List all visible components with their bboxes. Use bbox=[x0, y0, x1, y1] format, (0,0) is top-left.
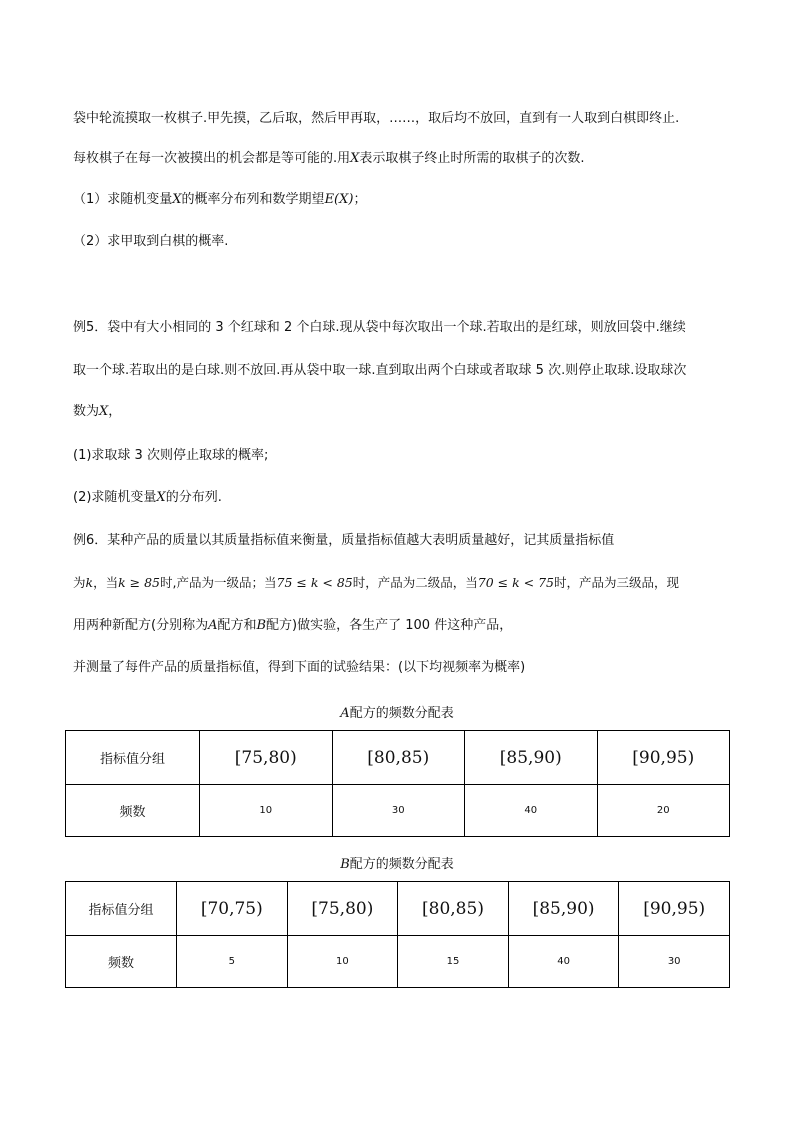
math-var: A bbox=[340, 706, 350, 721]
table-row bbox=[66, 936, 730, 988]
text: 时，产品为二级品，当 bbox=[352, 575, 478, 590]
text: 配方)做实验，各生产了 100 件这种产品， bbox=[266, 618, 513, 633]
text: 的分布列. bbox=[165, 490, 222, 505]
count-cell: 10 bbox=[200, 785, 333, 837]
text: (1)求取球 3 次则停止取球的概率; bbox=[73, 448, 269, 463]
interval-cell: [80,85) bbox=[398, 882, 509, 936]
text: 配方和 bbox=[217, 618, 257, 633]
text: 用两种新配方(分别称为 bbox=[73, 618, 209, 633]
paragraph-line-2 bbox=[73, 150, 585, 168]
text: 例6．某种产品的质量以其质量指标值来衡量，质量指标值越大表明质量越好，记其质量指标值 bbox=[73, 533, 615, 548]
example-5-line-2 bbox=[73, 362, 686, 380]
caption-text: 配方的频数分配表 bbox=[349, 706, 454, 721]
table-a-caption bbox=[0, 702, 794, 721]
interval-cell: [80,85) bbox=[332, 731, 465, 785]
table-row bbox=[66, 731, 730, 785]
question-2 bbox=[73, 233, 228, 251]
caption-text: 配方的频数分配表 bbox=[349, 857, 454, 872]
example-5-question-2 bbox=[73, 489, 222, 507]
math-var: B bbox=[340, 857, 350, 872]
count-cell: 15 bbox=[398, 936, 509, 988]
example-6-line-3 bbox=[73, 617, 512, 635]
math-var: X bbox=[172, 192, 182, 207]
count-cell: 40 bbox=[508, 936, 619, 988]
math-expr: E(X) bbox=[324, 192, 354, 207]
example-6-line-1 bbox=[73, 532, 614, 550]
text: （2）求甲取到白棋的概率. bbox=[73, 234, 229, 249]
math-var: X bbox=[350, 151, 360, 166]
count-cell: 20 bbox=[597, 785, 730, 837]
text: 取一个球.若取出的是白球.则不放回.再从袋中取一球.直到取出两个白球或者取球 5 次.则停止取球.设取球次 bbox=[73, 363, 687, 378]
text: 每枚棋子在每一次被摸出的机会都是等可能的.用 bbox=[73, 151, 351, 166]
text: 例5．袋中有大小相同的 3 个红球和 2 个白球.现从袋中每次取出一个球.若取出的是红球，则放回袋中.继续 bbox=[73, 320, 686, 335]
interval-cell: [70,75) bbox=[177, 882, 288, 936]
question-1 bbox=[73, 191, 366, 209]
interval-cell: [85,90) bbox=[508, 882, 619, 936]
text: 时，产品为三级品，现 bbox=[553, 575, 679, 590]
row-label-cell: 频数 bbox=[66, 936, 177, 988]
text: （1）求随机变量 bbox=[73, 192, 173, 207]
count-cell: 5 bbox=[177, 936, 288, 988]
row-label-cell: 频数 bbox=[66, 785, 200, 837]
text: ， bbox=[108, 404, 122, 419]
interval-cell: [75,80) bbox=[200, 731, 333, 785]
interval-cell: [90,95) bbox=[619, 882, 730, 936]
example-5-line-3 bbox=[73, 403, 121, 421]
example-6-line-4 bbox=[73, 659, 525, 677]
math-var: k bbox=[85, 575, 94, 590]
count-cell: 30 bbox=[332, 785, 465, 837]
math-var: B bbox=[256, 618, 267, 633]
count-cell: 40 bbox=[465, 785, 598, 837]
text: ； bbox=[353, 192, 367, 207]
math-var: A bbox=[208, 618, 218, 633]
text: 时,产品为一级品；当 bbox=[160, 575, 277, 590]
text: 为 bbox=[73, 575, 86, 590]
count-cell: 30 bbox=[619, 936, 730, 988]
text: 表示取棋子终止时所需的取棋子的次数. bbox=[359, 151, 585, 166]
text: 袋中轮流摸取一枚棋子.甲先摸，乙后取，然后甲再取，……，取后均不放回，直到有一人取到白棋即终止. bbox=[73, 111, 680, 126]
count-cell: 10 bbox=[287, 936, 398, 988]
table-b bbox=[65, 881, 730, 988]
paragraph-line-1 bbox=[73, 110, 679, 128]
table-row bbox=[66, 785, 730, 837]
example-5-line-1 bbox=[73, 319, 686, 337]
interval-cell: [75,80) bbox=[287, 882, 398, 936]
text: 数为 bbox=[73, 404, 100, 419]
table-a bbox=[65, 730, 730, 837]
interval-cell: [90,95) bbox=[597, 731, 730, 785]
math-expr: 70 ≤ k < 75 bbox=[477, 575, 554, 590]
table-b-caption bbox=[0, 853, 794, 872]
math-expr: 75 ≤ k < 85 bbox=[276, 575, 353, 590]
row-label-cell: 指标值分组 bbox=[66, 731, 200, 785]
text: ，当 bbox=[93, 575, 119, 590]
interval-cell: [85,90) bbox=[465, 731, 598, 785]
text: 并测量了每件产品的质量指标值，得到下面的试验结果：(以下均视频率为概率) bbox=[73, 660, 526, 675]
example-5-question-1 bbox=[73, 447, 268, 465]
text: 的概率分布列和数学期望 bbox=[181, 192, 325, 207]
table-row bbox=[66, 882, 730, 936]
row-label-cell: 指标值分组 bbox=[66, 882, 177, 936]
example-6-line-2 bbox=[73, 574, 679, 592]
math-var: X bbox=[156, 490, 166, 505]
math-expr: k ≥ 85 bbox=[118, 575, 161, 590]
math-var: X bbox=[99, 404, 109, 419]
text: (2)求随机变量 bbox=[73, 490, 157, 505]
